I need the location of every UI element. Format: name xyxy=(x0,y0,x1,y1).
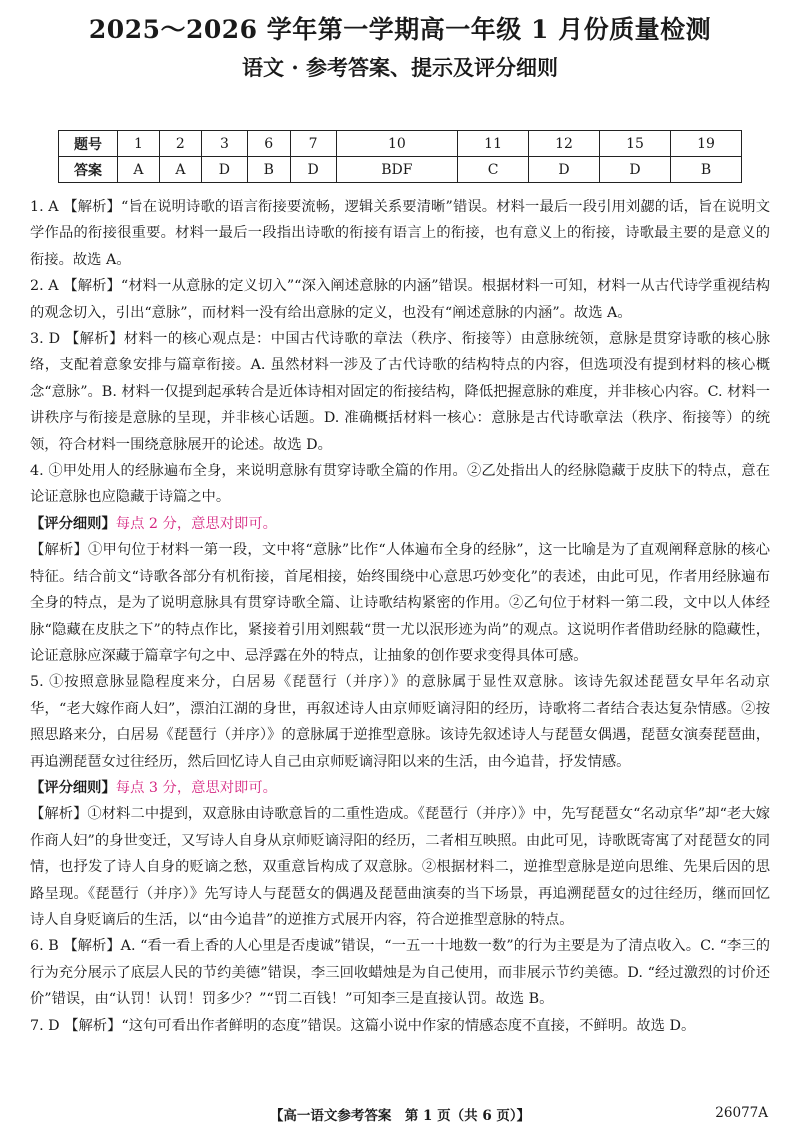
explanation-q3: 3. D 【解析】材料一的核心观点是：中国古代诗歌的章法（秩序、衔接等）由意脉统领，意脉是贯穿诗歌的核心脉络，支配着意象安排与篇章衔接。A. 虽然材料一涉及了古代诗歌的结构特点的内容，但选项没有提到材料的核心概念“意脉”。B. 材料一仅提到起承转合是近体诗相对固定的衔接结构，降低把握意脉的难度，并非核心内容。C. 材料一讲秩序与衔接是意脉的呈现，并非核心话题。D. 准确概括材料一核心：意脉是古代诗歌章法（秩序、衔接等）的统领，符合材料一围绕意脉展开的论述。故选 D。 xyxy=(30,331,770,453)
question-cell: 7 xyxy=(290,131,336,157)
explanation-q7: 7. D 【解析】“这句可看出作者鲜明的态度”错误。这篇小说中作家的情感态度不直接，不鲜明。故选 D。 xyxy=(30,1017,696,1034)
answer-cell: D xyxy=(529,157,600,183)
answer-table xyxy=(58,130,742,183)
question-cell: 12 xyxy=(529,131,600,157)
answer-explanations xyxy=(30,194,770,1039)
scoring-label: 【评分细则】 xyxy=(30,515,116,532)
question-cell: 3 xyxy=(201,131,247,157)
footer-page-info: 【高一语文参考答案 第 1 页（共 6 页）】 xyxy=(269,1108,531,1124)
question-number-row xyxy=(59,131,742,157)
scoring-q5 xyxy=(30,775,770,801)
answer-cell: D xyxy=(201,157,247,183)
page-subtitle: 语文 · 参考答案、提示及评分细则 xyxy=(242,55,558,80)
question-cell: 15 xyxy=(600,131,671,157)
answer-cell: B xyxy=(670,157,741,183)
scoring-rule: 每点 2 分，意思对即可。 xyxy=(115,515,277,532)
question-cell: 10 xyxy=(336,131,457,157)
row-label-question: 题号 xyxy=(59,131,118,157)
answer-row xyxy=(59,157,742,183)
answer-cell: A xyxy=(118,157,160,183)
answer-q5: 5. ①按照意脉显隐程度来分，白居易《琵琶行（并序）》的意脉属于显性双意脉。该诗先叙述琵琶女早年名动京华，“老大嫁作商人妇”，漂泊江湖的身世，再叙述诗人由京师贬谪浔阳的经历，诗歌将二者结合表达复杂情感。②按照思路来分，白居易《琵琶行（并序）》的意脉属于逆推型意脉。该诗先叙述诗人与琵琶女偶遇，琵琶女演奏琵琶曲，再追溯琵琶女过往经历，然后回忆诗人自己由京师贬谪浔阳以来的生活，由今追昔，抒发情感。 xyxy=(30,674,770,770)
page-title: 2025～2026 学年第一学期高一年级 1 月份质量检测 xyxy=(88,15,712,44)
scoring-q4 xyxy=(30,511,770,537)
analysis-q5: 【解析】①材料二中提到，双意脉由诗歌意旨的二重性造成。《琵琶行（并序）》中，先写琵琶女“名动京华”却“老大嫁作商人妇”的身世变迁，又写诗人自身从京师贬谪浔阳的经历，二者相互映照。由此可见，诗歌既寄寓了对琵琶女的同情，也抒发了诗人自身的贬谪之愁，双重意旨构成了双意脉。②根据材料二，逆推型意脉是逆向思维、先果后因的思路呈现。《琵琶行（并序）》先写诗人与琵琶女的偶遇及琵琶曲演奏的当下场景，再追溯琵琶女的过往经历，继而回忆诗人自身贬谪后的生活，以“由今追昔”的逆推方式展开内容，符合逆推型意脉的特点。 xyxy=(30,806,770,928)
answer-cell: C xyxy=(458,157,529,183)
answer-cell: D xyxy=(290,157,336,183)
question-cell: 2 xyxy=(159,131,201,157)
answer-q4: 4. ①甲处用人的经脉遍布全身，来说明意脉有贯穿诗歌全篇的作用。②乙处指出人的经脉隐藏于皮肤下的特点，意在论证意脉也应隐藏于诗篇之中。 xyxy=(30,463,770,506)
question-cell: 19 xyxy=(670,131,741,157)
scoring-rule: 每点 3 分，意思对即可。 xyxy=(115,779,277,796)
explanation-q6: 6. B 【解析】A. “看一看上香的人心里是否虔诚”错误，“一五一十地数一数”的行为主要是为了清点收入。C. “李三的行为充分展示了底层人民的节约美德”错误，李三回收蜡烛是为自己使用，而非展示节约美德。D. “经过激烈的讨价还价”错误，由“认罚！认罚！罚多少？”“罚二百钱！”可知李三是直接认罚。故选 B。 xyxy=(30,938,770,1008)
answer-cell: BDF xyxy=(336,157,457,183)
answer-cell: D xyxy=(600,157,671,183)
explanation-q2: 2. A 【解析】“材料一从意脉的定义切入”“深入阐述意脉的内涵”错误。根据材料一可知，材料一从古代诗学重视结构的观念切入，引出“意脉”，而材料一没有给出意脉的定义，也没有“阐述意脉的内涵”。故选 A。 xyxy=(30,278,770,321)
question-cell: 11 xyxy=(458,131,529,157)
explanation-q1: 1. A 【解析】“旨在说明诗歌的语言衔接要流畅，逻辑关系要清晰”错误。材料一最后一段引用刘勰的话，旨在说明文学作品的衔接很重要。材料一最后一段指出诗歌的衔接有语言上的衔接，也有意义上的衔接，诗歌最主要的是意义的衔接。故选 A。 xyxy=(30,199,770,268)
analysis-q4: 【解析】①甲句位于材料一第一段，文中将“意脉”比作“人体遍布全身的经脉”，这一比喻是为了直观阐释意脉的核心特征。结合前文“诗歌各部分有机衔接，首尾相接，始终围绕中心意思巧妙变化”的表述，由此可见，作者用经脉遍布全身的特点，是为了说明意脉具有贯穿诗歌全篇、让诗歌结构紧密的作用。②乙句位于材料一第二段，文中以人体经脉“隐藏在皮肤之下”的特点作比，紧接着引用刘熙载“贯一尤以泯形迹为尚”的观点。这说明作者借助经脉的隐藏性，论证意脉应深藏于篇章字句之中、忌浮露在外的特点，让抽象的创作要求变得具体可感。 xyxy=(30,542,770,664)
answer-cell: B xyxy=(247,157,290,183)
row-label-answer: 答案 xyxy=(59,157,118,183)
footer-code: 26077A xyxy=(715,1105,768,1121)
scoring-label: 【评分细则】 xyxy=(30,779,116,796)
answer-cell: A xyxy=(159,157,201,183)
question-cell: 6 xyxy=(247,131,290,157)
question-cell: 1 xyxy=(118,131,160,157)
